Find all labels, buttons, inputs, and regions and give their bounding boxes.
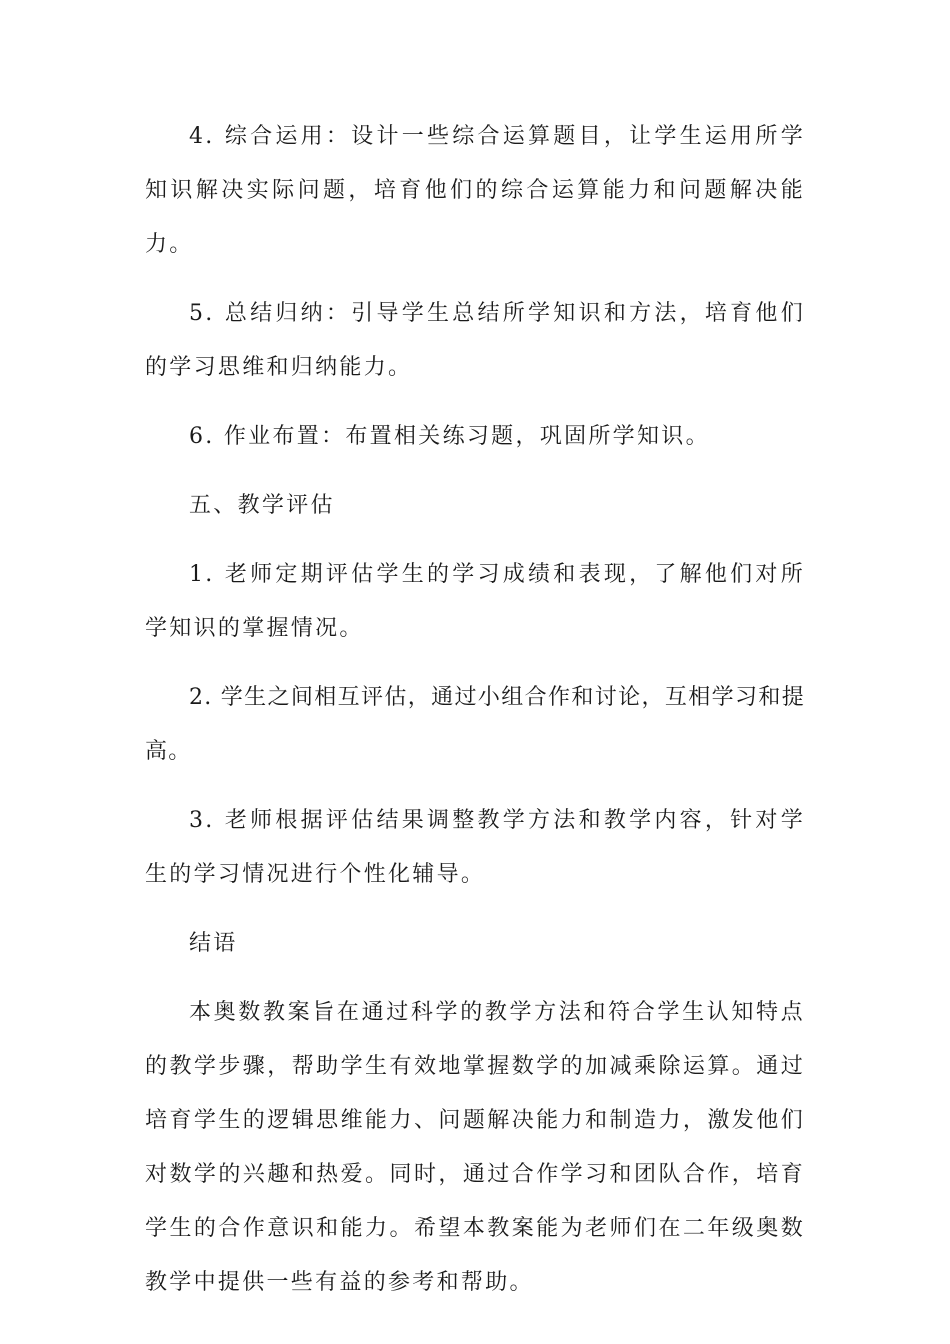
paragraph-conclusion: 本奥数教案旨在通过科学的教学方法和符合学生认知特点的教学步骤，帮助学生有效地掌握数学的加减乘除运算。通过培育学生的逻辑思维能力、问题解决能力和制造力，激发他们对数学的兴趣和热爱。同时，通过合作学习和团队合作，培育学生的合作意识和能力。希望本教案能为老师们在二年级奥数教学中提供一些有益的参考和帮助。	[145, 1000, 805, 1295]
paragraph-homework: 6. 作业布置：布置相关练习题，巩固所学知识。	[189, 424, 710, 449]
paragraph-evaluation-3: 3. 老师根据评估结果调整教学方法和教学内容，针对学生的学习情况进行个性化辅导。	[145, 808, 805, 887]
section-heading-conclusion: 结语	[189, 931, 238, 956]
section-heading-evaluation: 五、教学评估	[189, 493, 335, 518]
paragraph-evaluation-1: 1. 老师定期评估学生的学习成绩和表现，了解他们对所学知识的掌握情况。	[145, 562, 805, 641]
paragraph-evaluation-2: 2. 学生之间相互评估，通过小组合作和讨论，互相学习和提高。	[145, 685, 805, 764]
paragraph-comprehensive-application: 4. 综合运用：设计一些综合运算题目，让学生运用所学知识解决实际问题，培育他们的综合运算能力和问题解决能力。	[145, 124, 805, 257]
paragraph-summary: 5. 总结归纳：引导学生总结所学知识和方法，培育他们的学习思维和归纳能力。	[145, 301, 805, 380]
document-body	[145, 110, 805, 1325]
